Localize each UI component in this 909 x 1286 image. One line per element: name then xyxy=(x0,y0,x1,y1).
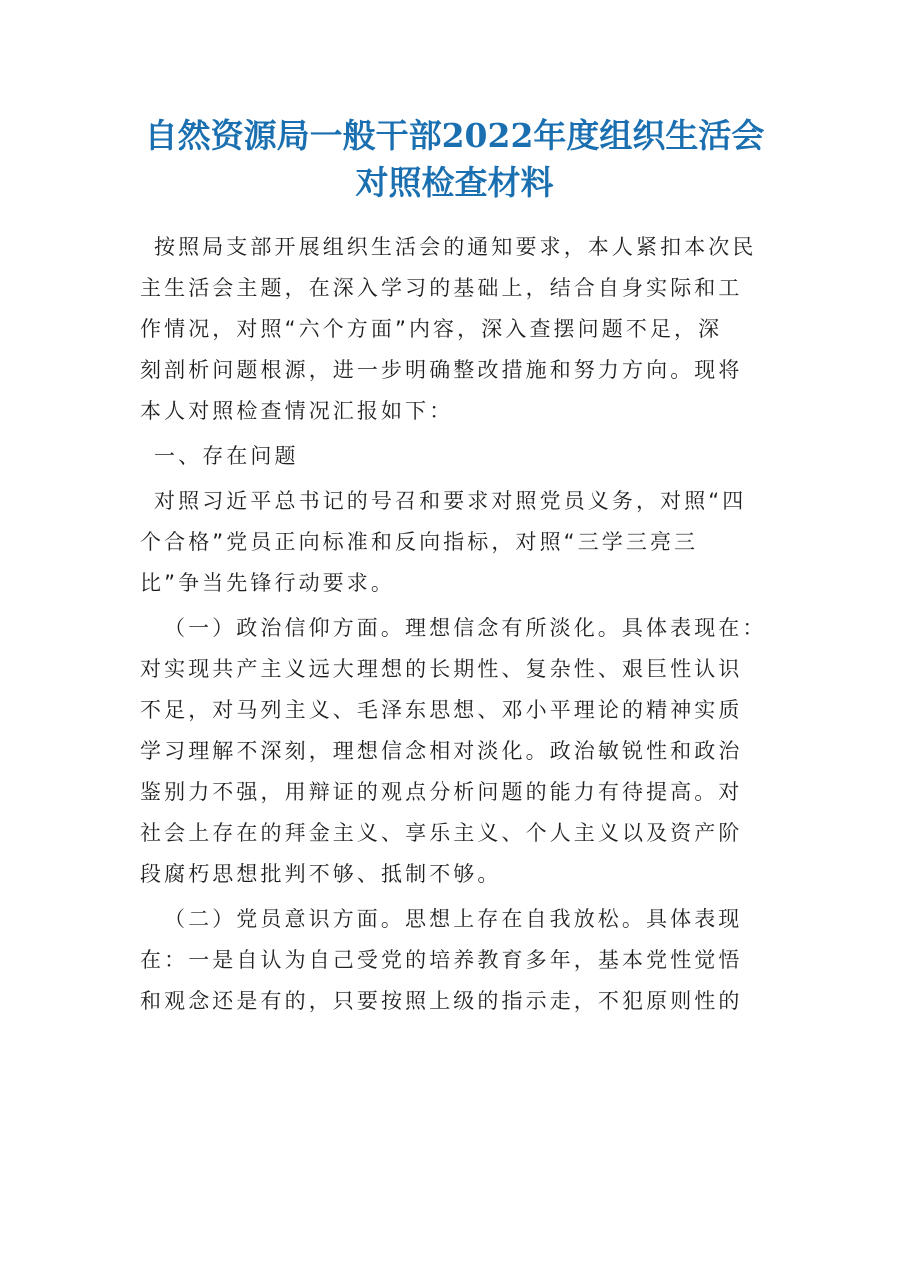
text-line: 比”争当先锋行动要求。 xyxy=(140,571,395,595)
text-line: 本人对照检查情况汇报如下： xyxy=(140,399,454,423)
text-line: （二）党员意识方面。思想上存在自我放松。具体表现 xyxy=(164,907,743,931)
document-body xyxy=(140,227,780,1022)
text-line: 段腐朽思想批判不够、抵制不够。 xyxy=(140,862,502,886)
document-title-line-1: 自然资源局一般干部2022年度组织生活会 xyxy=(144,116,765,155)
text-line: 作情况，对照“六个方面”内容，深入查摆问题不足，深 xyxy=(140,317,723,341)
text-line: 对实现共产主义远大理想的长期性、复杂性、艰巨性认识 xyxy=(140,657,743,681)
text-line: 在：一是自认为自己受党的培养教育多年，基本党性觉悟 xyxy=(140,948,743,972)
text-line: （一）政治信仰方面。理想信念有所淡化。具体表现在： xyxy=(164,616,767,640)
document-title-line-2: 对照检查材料 xyxy=(355,163,554,202)
text-line: 不足，对马列主义、毛泽东思想、邓小平理论的精神实质 xyxy=(140,698,743,722)
text-line: 鉴别力不强，用辩证的观点分析问题的能力有待提高。对 xyxy=(140,780,743,804)
text-line: 一、存在问题 xyxy=(154,444,299,468)
text-line: 个合格”党员正向标准和反向指标，对照“三学三亮三 xyxy=(140,530,699,554)
text-line: 社会上存在的拜金主义、享乐主义、个人主义以及资产阶 xyxy=(140,821,743,845)
text-line: 对照习近平总书记的号召和要求对照党员义务，对照“四 xyxy=(154,489,747,513)
text-line: 和观念还是有的，只要按照上级的指示走，不犯原则性的 xyxy=(140,989,743,1013)
text-line: 刻剖析问题根源，进一步明确整改措施和努力方向。现将 xyxy=(140,358,743,382)
text-line: 主生活会主题，在深入学习的基础上，结合自身实际和工 xyxy=(140,276,743,300)
text-line: 学习理解不深刻，理想信念相对淡化。政治敏锐性和政治 xyxy=(140,739,743,763)
text-line: 按照局支部开展组织生活会的通知要求，本人紧扣本次民 xyxy=(154,235,757,259)
